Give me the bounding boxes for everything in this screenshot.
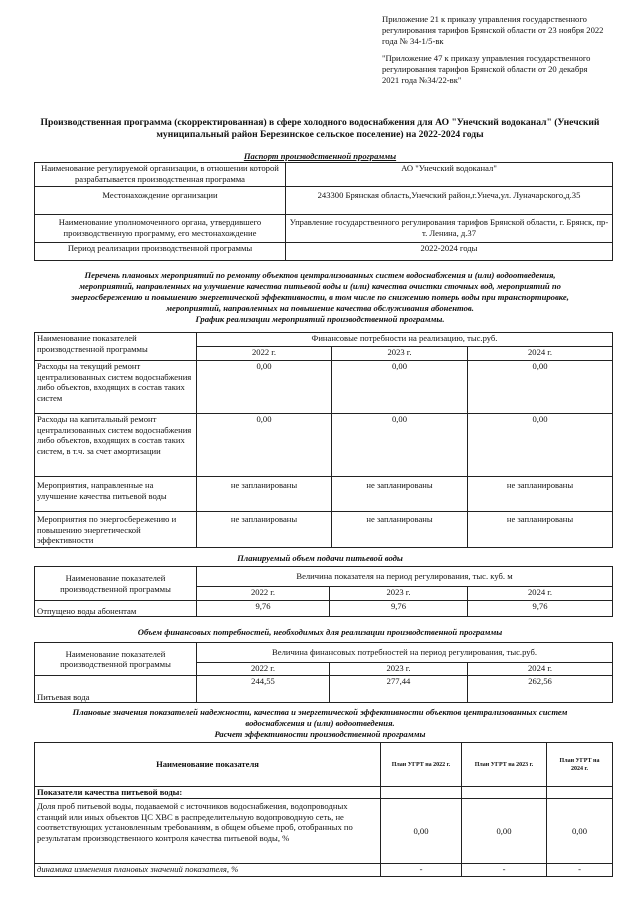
cell-value: 9,76 <box>197 601 330 617</box>
finance-header-row <box>35 643 613 663</box>
year-header: 2022 г. <box>197 347 332 361</box>
section-row <box>35 787 613 799</box>
cell-value: не запланированы <box>468 512 613 548</box>
reliability-caption-line: Расчет эффективности производственной программы <box>214 729 426 739</box>
row-label: Доля проб питьевой воды, подаваемой с источников водоснабжения, водопроводных станций или иных объектов ЦС ХВС в распределительную водопроводную сеть, не соответствующих установленным требованиям, в общем объеме проб, отобранных по результатам производственного контроля качества питьевой воды, % <box>35 799 381 864</box>
row-label: Расходы на текущий ремонт централизованных систем водоснабжения либо объектов, входящих в состав таких систем <box>35 361 197 414</box>
cell-value: - <box>547 864 613 877</box>
appendix-line: регулирования тарифов Брянской области от 20 декабря <box>382 64 588 74</box>
appendix-line: регулирования тарифов Брянской области от 23 ноября 2022 <box>382 25 604 35</box>
passport-label: Наименование регулируемой организации, в отношении которой разрабатывается производственная программа <box>35 163 286 187</box>
table-row <box>35 414 613 477</box>
measures-caption-line: мероприятий, направленных на повышение качества обслуживания абонентов. <box>166 303 474 313</box>
cell-value: 262,56 <box>468 676 613 703</box>
passport-value: 243300 Брянская область,Унечский район,г.Унеча,ул. Луначарского,д.35 <box>286 187 613 215</box>
measures-caption-line: мероприятий, направленных на улучшение качества питьевой воды и (или) качества очистки сточных вод, мероприятий по <box>79 281 561 291</box>
section-label: Показатели качества питьевой воды: <box>35 787 381 799</box>
table-row <box>35 361 613 414</box>
reliability-table <box>34 742 613 877</box>
measures-caption-line: энергосбережению и повышению энергетической эффективности, в том числе по снижению потерь воды при транспортировке, <box>71 292 569 302</box>
reliability-header-label: Наименование показателя <box>35 743 381 787</box>
table-row <box>35 512 613 548</box>
measures-caption-line: Перечень плановых мероприятий по ремонту объектов централизованных систем водоснабжения и (или) водоотведения, <box>84 270 556 280</box>
title-line: Производственная программа (скорректированная) в сфере холодного водоснабжения для АО "Унечский водоканал" (Унечский <box>40 117 600 128</box>
table-row <box>35 477 613 512</box>
passport-table <box>34 162 613 261</box>
volume-caption: Планируемый объем подачи питьевой воды <box>237 553 403 563</box>
finance-caption: Объем финансовых потребностей, необходимых для реализации производственной программы <box>137 627 503 637</box>
cell-value: 9,76 <box>330 601 468 617</box>
cell-value: - <box>462 864 547 877</box>
passport-row <box>35 163 613 187</box>
title-line: муниципальный район Березинское сельское поселение) на 2022-2024 годы <box>156 129 484 140</box>
row-label: Отпущено воды абонентам <box>35 601 197 617</box>
cell-value: 244,55 <box>197 676 330 703</box>
reliability-header-row <box>35 743 613 787</box>
cell-value: не запланированы <box>468 477 613 512</box>
cell-value: 0,00 <box>197 414 332 477</box>
volume-table <box>34 566 613 617</box>
measures-header-row <box>35 333 613 347</box>
plan-2024-header-line: 2024 г. <box>570 765 589 772</box>
year-header: 2024 г. <box>468 347 613 361</box>
passport-value: 2022-2024 годы <box>286 243 613 261</box>
cell-value: 0,00 <box>468 414 613 477</box>
plan-2022-header: План УГРТ на 2022 г. <box>381 743 462 787</box>
plan-2024-header <box>547 743 613 787</box>
measures-caption-line: График реализации мероприятий производственной программы. <box>195 314 445 324</box>
passport-label: Наименование уполномоченного органа, утвердившего производственную программу, его местонахождение <box>35 215 286 243</box>
appendix-line: "Приложение 47 к приказу управления государственного <box>382 53 591 63</box>
cell-value: 0,00 <box>381 799 462 864</box>
cell-value: 0,00 <box>332 414 468 477</box>
year-header: 2023 г. <box>330 663 468 676</box>
cell-value: не запланированы <box>197 512 332 548</box>
cell-value: не запланированы <box>197 477 332 512</box>
passport-row <box>35 187 613 215</box>
plan-2024-header-line: План УГРТ на <box>559 757 600 764</box>
year-header: 2024 г. <box>468 587 613 601</box>
plan-2023-header: План УГРТ на 2023 г. <box>462 743 547 787</box>
appendix-line: года № 34-1/5-вк <box>382 36 444 46</box>
page-title <box>10 117 630 141</box>
row-label: Питьевая вода <box>35 676 197 703</box>
passport-label: Местонахождение организации <box>35 187 286 215</box>
table-row <box>35 864 613 877</box>
cell-value: не запланированы <box>332 477 468 512</box>
cell-value: 9,76 <box>468 601 613 617</box>
passport-row <box>35 243 613 261</box>
volume-header-label: Наименование показателей производственной программы <box>35 567 197 601</box>
row-label: Расходы на капитальный ремонт централизованных систем водоснабжения либо объектов, входящих в состав таких систем, в т.ч. за счет амортизации <box>35 414 197 477</box>
passport-value: Управление государственного регулирования тарифов Брянской области, г. Брянск, пр-т. Ленина, д.37 <box>286 215 613 243</box>
row-label: Мероприятия, направленные на улучшение качества питьевой воды <box>35 477 197 512</box>
measures-header-label: Наименование показателей производственной программы <box>35 333 197 361</box>
appendix-line: 2021 года №34/22-вк" <box>382 75 462 85</box>
appendix-note-current <box>382 14 632 47</box>
table-row <box>35 799 613 864</box>
row-label: Мероприятия по энергосбережению и повышению энергетической эффективности <box>35 512 197 548</box>
cell-value: 0,00 <box>468 361 613 414</box>
reliability-caption <box>8 707 632 740</box>
year-header: 2024 г. <box>468 663 613 676</box>
empty-cell <box>381 787 462 799</box>
appendix-note-previous <box>382 53 632 86</box>
finance-header-group: Величина финансовых потребностей на период регулирования, тыс.руб. <box>197 643 613 663</box>
cell-value: не запланированы <box>332 512 468 548</box>
cell-value: - <box>381 864 462 877</box>
table-row <box>35 601 613 617</box>
finance-table <box>34 642 613 703</box>
cell-value: 0,00 <box>547 799 613 864</box>
measures-table <box>34 332 613 548</box>
cell-value: 0,00 <box>462 799 547 864</box>
year-header: 2023 г. <box>332 347 468 361</box>
empty-cell <box>547 787 613 799</box>
empty-cell <box>462 787 547 799</box>
year-header: 2023 г. <box>330 587 468 601</box>
cell-value: 0,00 <box>197 361 332 414</box>
row-label: динамика изменения плановых значений показателя, % <box>35 864 381 877</box>
cell-value: 277,44 <box>330 676 468 703</box>
reliability-caption-line: Плановые значения показателей надежности, качества и энергетической эффективности объектов централизованных систем <box>72 707 568 717</box>
year-header: 2022 г. <box>197 663 330 676</box>
reliability-caption-line: водоснабжения и (или) водоотведения. <box>245 718 395 728</box>
volume-header-group: Величина показателя на период регулирования, тыс. куб. м <box>197 567 613 587</box>
volume-header-row <box>35 567 613 587</box>
finance-header-label: Наименование показателей производственной программы <box>35 643 197 676</box>
passport-value: АО "Унечский водоканал" <box>286 163 613 187</box>
measures-caption <box>8 270 632 325</box>
passport-label: Период реализации производственной программы <box>35 243 286 261</box>
appendix-line: Приложение 21 к приказу управления государственного <box>382 14 587 24</box>
passport-caption: Паспорт производственной программы <box>243 151 397 161</box>
cell-value: 0,00 <box>332 361 468 414</box>
measures-header-group: Финансовые потребности на реализацию, тыс.руб. <box>197 333 613 347</box>
year-header: 2022 г. <box>197 587 330 601</box>
passport-row <box>35 215 613 243</box>
table-row <box>35 676 613 703</box>
